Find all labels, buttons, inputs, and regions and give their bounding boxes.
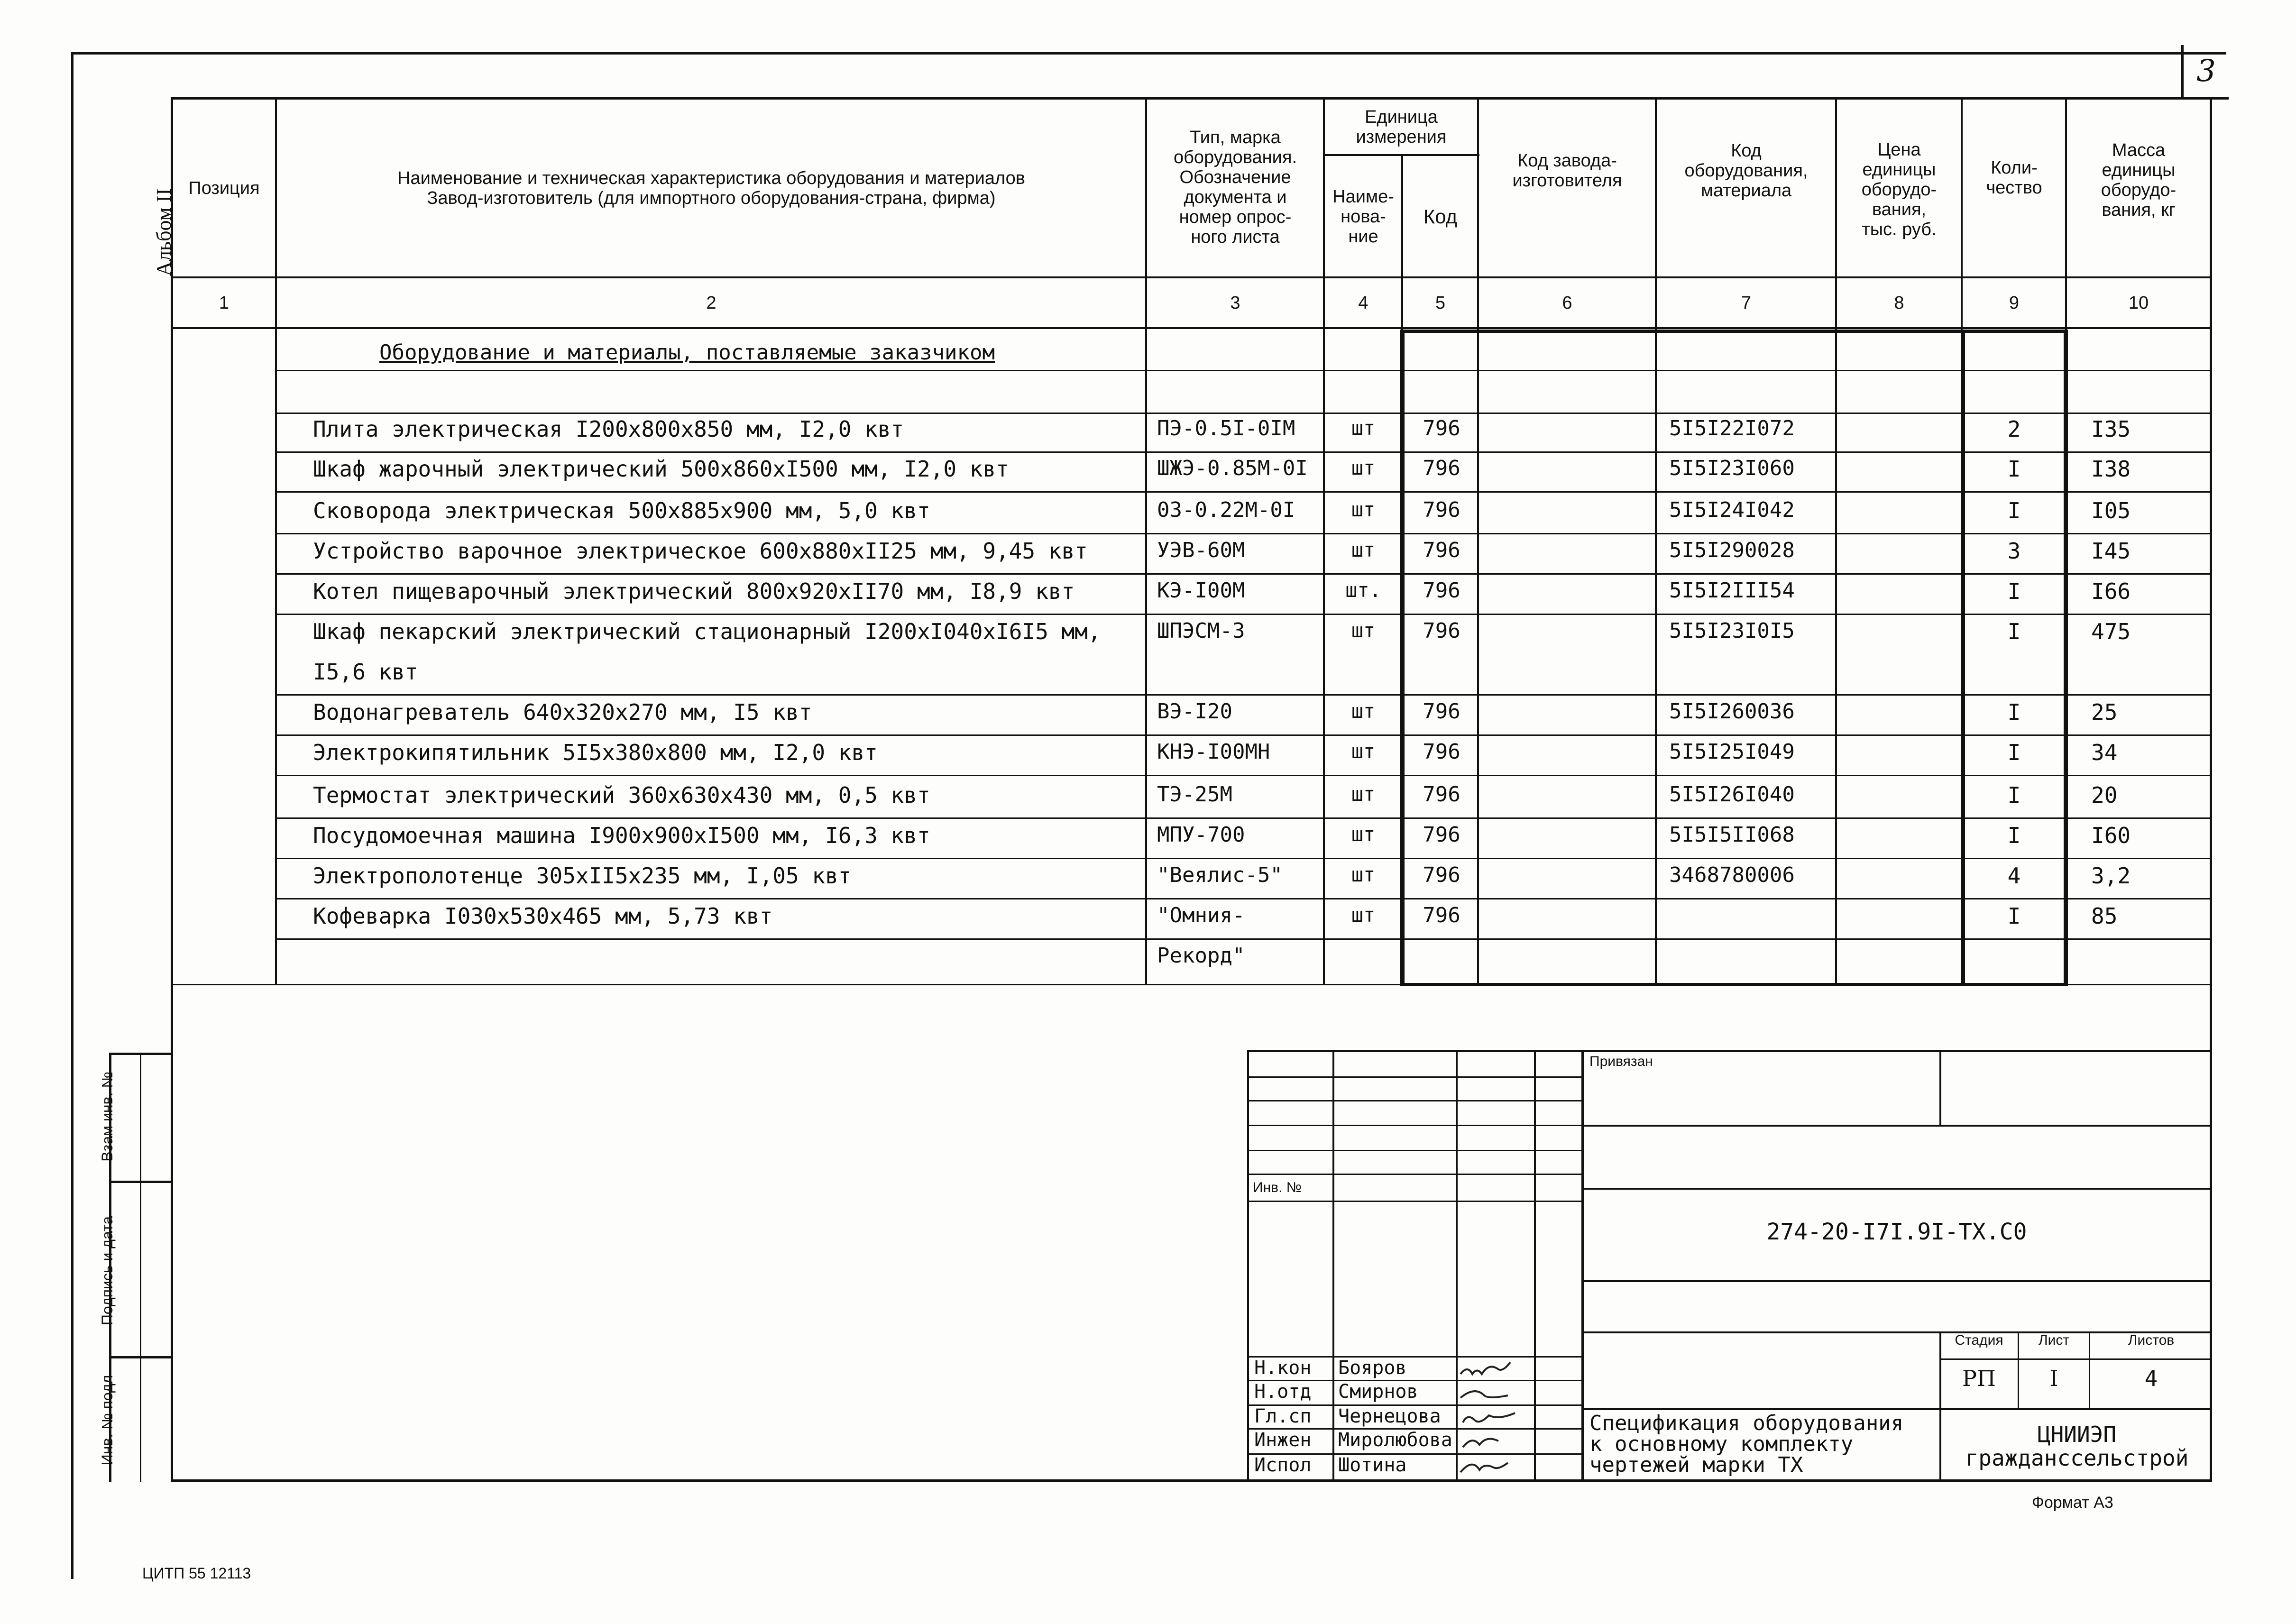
- section-title: Оборудование и материалы, поставляемые заказчиком: [379, 340, 995, 365]
- row-unit-code: 796: [1423, 578, 1460, 603]
- type-l2: оборудования.: [1173, 147, 1297, 167]
- row-mass: 85: [2091, 903, 2118, 929]
- row-unit: шт: [1351, 456, 1376, 479]
- row-unit-code: 796: [1423, 782, 1460, 807]
- type-l3: Обозначение: [1179, 167, 1291, 187]
- row-mass: 3,2: [2091, 863, 2131, 889]
- row-divider: [275, 858, 2212, 859]
- row-equip-code: 5I5I24I042: [1669, 498, 1795, 522]
- signer-role: Инжен: [1254, 1429, 1312, 1451]
- signer-name: Чернецова: [1338, 1405, 1441, 1427]
- row-unit-code: 796: [1423, 699, 1460, 724]
- col-header-factory-code: [1479, 100, 1655, 242]
- row-unit-code: 796: [1423, 903, 1460, 927]
- row-unit: шт: [1351, 823, 1376, 846]
- row-quantity: I: [2007, 782, 2021, 808]
- row-unit-code: 796: [1423, 456, 1460, 480]
- row-unit-code: 796: [1423, 740, 1460, 764]
- row-type: ШЖЭ-0.85М-0I: [1157, 456, 1308, 480]
- factory-l1: Код завода-: [1517, 151, 1617, 171]
- type-l5: номер опрос-: [1179, 207, 1292, 227]
- row-divider: [275, 898, 2212, 899]
- row-type: КЭ-I00М: [1157, 578, 1245, 603]
- stamp-inv-no: Инв. №: [1253, 1180, 1302, 1195]
- row-unit: шт: [1351, 863, 1376, 886]
- col-header-price: [1837, 119, 1961, 261]
- mass-l3: оборудо-: [2101, 180, 2177, 200]
- price-l1: Цена: [1877, 140, 1921, 160]
- signer-role: Испол: [1254, 1454, 1312, 1476]
- row-name: Плита электрическая I200x800x850 мм, I2,0 квт: [313, 416, 904, 442]
- row-name: Сковорода электрическая 500x885x900 мм, 5,0 квт: [313, 498, 930, 523]
- qty-l2: чество: [1986, 178, 2042, 198]
- row-type: ПЭ-0.5I-0IМ: [1157, 416, 1295, 440]
- equip-l3: материала: [1700, 181, 1792, 201]
- row-equip-code: 5I5I290028: [1669, 538, 1795, 562]
- col-header-name-line2: Завод-изготовитель (для импортного оборудования-страна, фирма): [427, 188, 996, 208]
- col-num-9: 9: [2009, 293, 2020, 313]
- row-name: Водонагреватель 640x320x270 мм, I5 квт: [313, 699, 812, 725]
- col-num-8: 8: [1894, 293, 1904, 313]
- price-l3: оборудо-: [1861, 180, 1937, 200]
- stamp-title-l3: чертежей марки ТХ: [1589, 1453, 1803, 1477]
- row-unit-code: 796: [1423, 498, 1460, 522]
- bottom-code: ЦИТП 55 12113: [142, 1565, 251, 1582]
- stamp-sheets-label: Листов: [2128, 1332, 2175, 1348]
- unit-name-l3: ние: [1348, 226, 1378, 247]
- col-header-quantity: [1963, 119, 2065, 237]
- row-divider: [275, 775, 2212, 776]
- stamp-sheets: 4: [2144, 1366, 2158, 1391]
- stamp-title-l1: Спецификация оборудования: [1589, 1411, 1904, 1435]
- stamp-stage: РП: [1962, 1366, 1996, 1391]
- row-unit-code: 796: [1423, 823, 1460, 847]
- row-mass: 20: [2091, 782, 2118, 808]
- row-equip-code: 5I5I23I0I5: [1669, 619, 1795, 643]
- col-header-unit-group: [1325, 100, 1477, 154]
- row-type: ШПЭСМ-3: [1157, 619, 1245, 643]
- col-num-4: 4: [1358, 293, 1368, 313]
- row-quantity: I: [2007, 903, 2021, 929]
- row-type: 03-0.22М-0I: [1157, 498, 1295, 522]
- row-name: Посудомоечная машина I900x900xI500 мм, I6,3 квт: [313, 823, 930, 848]
- row-mass: I35: [2091, 416, 2131, 442]
- col-header-type: [1148, 116, 1323, 258]
- row-quantity: I: [2007, 740, 2021, 765]
- row-unit: шт: [1351, 903, 1376, 927]
- mass-l1: Масса: [2112, 140, 2166, 160]
- row-divider: [275, 451, 2212, 453]
- unit-name-l1: Наиме-: [1332, 186, 1394, 207]
- row-divider: [275, 533, 2212, 534]
- row-divider: [275, 491, 2212, 493]
- row-name: Термостат электрический 360x630x430 мм, 0,5 квт: [313, 782, 930, 808]
- format-label: Формат А3: [2032, 1494, 2113, 1512]
- mass-l2: единицы: [2102, 160, 2176, 180]
- row-name: Электрокипятильник 5I5x380x800 мм, I2,0 квт: [313, 740, 878, 765]
- row-equip-code: 5I5I26I040: [1669, 782, 1795, 807]
- equip-l2: оборудования,: [1684, 161, 1808, 181]
- row-unit: шт: [1351, 740, 1376, 763]
- stamp-title-l2: к основному комплекту: [1589, 1432, 1854, 1456]
- row-mass: 25: [2091, 699, 2118, 725]
- row-name: I5,6 квт: [313, 659, 418, 685]
- signature-marks: [1456, 1356, 1534, 1482]
- row-quantity: I: [2007, 699, 2021, 725]
- row-equip-code: 5I5I5II068: [1669, 823, 1795, 847]
- factory-l2: изготовителя: [1512, 171, 1622, 191]
- signer-name: Миролюбова: [1338, 1429, 1452, 1451]
- row-quantity: 4: [2007, 863, 2021, 889]
- row-quantity: I: [2007, 619, 2021, 644]
- row-type: "Веялис-5": [1157, 863, 1283, 887]
- signer-name: Смирнов: [1338, 1381, 1418, 1403]
- row-equip-code: 3468780006: [1669, 863, 1795, 887]
- side-label-inv-podl: Инв. № подл: [99, 1375, 116, 1466]
- side-label-podpis-data: Подпись и дата: [99, 1216, 116, 1326]
- col-header-position: Позиция: [188, 178, 260, 198]
- row-quantity: I: [2007, 823, 2021, 848]
- row-equip-code: 5I5I23I060: [1669, 456, 1795, 480]
- col-header-unit-code: Код: [1423, 205, 1458, 228]
- col-num-1: 1: [219, 293, 230, 313]
- col-num-5: 5: [1435, 293, 1446, 313]
- row-divider: [275, 938, 2212, 940]
- row-quantity: I: [2007, 456, 2021, 482]
- qty-l1: Коли-: [1991, 158, 2038, 178]
- row-unit: шт.: [1345, 578, 1381, 602]
- type-l1: Тип, марка: [1190, 128, 1281, 147]
- row-quantity: 2: [2007, 416, 2021, 442]
- row-type: ВЭ-I20: [1157, 699, 1232, 724]
- row-unit: шт: [1351, 498, 1376, 521]
- side-label-vzam-inv: Взам инв. №: [99, 1072, 116, 1162]
- row-unit-code: 796: [1423, 863, 1460, 887]
- price-l2: единицы: [1862, 160, 1936, 180]
- row-unit: шт: [1351, 782, 1376, 806]
- row-quantity: I: [2007, 578, 2021, 604]
- stamp-org-l2: гражданссельстрой: [1965, 1445, 2189, 1471]
- row-mass: 34: [2091, 740, 2118, 765]
- row-mass: 475: [2091, 619, 2131, 644]
- row-type: ТЭ-25М: [1157, 782, 1232, 807]
- signer-role: Н.отд: [1254, 1381, 1312, 1403]
- row-mass: I60: [2091, 823, 2131, 848]
- col-num-3: 3: [1230, 293, 1240, 313]
- signer-role: Н.кон: [1254, 1357, 1312, 1379]
- row-unit: шт: [1351, 416, 1376, 440]
- row-equip-code: 5I5I2III54: [1669, 578, 1795, 603]
- row-name: Кофеварка I030x530x465 мм, 5,73 квт: [313, 903, 773, 929]
- row-divider: [275, 734, 2212, 736]
- sheet-number: 3: [2181, 45, 2229, 100]
- signer-role: Гл.сп: [1254, 1405, 1312, 1427]
- col-header-name-line1: Наименование и техническая характеристика оборудования и материалов: [397, 168, 1025, 188]
- row-unit: шт: [1351, 619, 1376, 642]
- row-unit: шт: [1351, 699, 1376, 723]
- row-name: Электрополотенце 305xII5x235 мм, I,05 квт: [313, 863, 852, 889]
- row-type: КНЭ-I00МН: [1157, 740, 1270, 764]
- col-num-7: 7: [1741, 293, 1752, 313]
- row-mass: I66: [2091, 578, 2131, 604]
- type-l4: документа и: [1184, 187, 1287, 207]
- row-equip-code: 5I5I22I072: [1669, 416, 1795, 440]
- col-header-equip-code: [1657, 100, 1835, 242]
- row-divider: [275, 694, 2212, 696]
- stamp-stage-label: Стадия: [1955, 1332, 2003, 1348]
- row-name: Шкаф пекарский электрический стационарный I200xI040xI6I5 мм,: [313, 619, 1101, 644]
- row-type: Рекорд": [1157, 944, 1245, 968]
- row-name: Устройство варочное электрическое 600x880xII25 мм, 9,45 квт: [313, 538, 1088, 564]
- stamp-org: [1942, 1422, 2212, 1470]
- col-num-10: 10: [2128, 293, 2149, 313]
- row-mass: I45: [2091, 538, 2131, 564]
- unit-group-l2: измерения: [1356, 127, 1447, 147]
- album-label: Альбом II: [152, 188, 175, 276]
- col-header-unit-name: [1325, 156, 1401, 276]
- row-mass: I38: [2091, 456, 2131, 482]
- row-divider: [275, 573, 2212, 575]
- mass-l4: вания, кг: [2102, 200, 2176, 220]
- row-unit-code: 796: [1423, 538, 1460, 562]
- col-header-mass: [2067, 109, 2210, 251]
- stamp-title: [1589, 1413, 1903, 1476]
- row-unit-code: 796: [1423, 416, 1460, 440]
- row-unit: шт: [1351, 538, 1376, 561]
- stamp-sheet-label: Лист: [2038, 1332, 2070, 1348]
- col-num-6: 6: [1562, 293, 1572, 313]
- row-type: МПУ-700: [1157, 823, 1245, 847]
- unit-group-l1: Единица: [1365, 107, 1438, 127]
- type-l6: ного листа: [1191, 227, 1280, 247]
- stamp-org-l1: ЦНИИЭП: [2037, 1422, 2117, 1447]
- equip-l1: Код: [1731, 141, 1762, 161]
- row-quantity: I: [2007, 498, 2021, 523]
- signer-name: Бояров: [1338, 1357, 1407, 1379]
- row-type: "Омния-: [1157, 903, 1245, 927]
- price-l5: тыс. руб.: [1862, 220, 1937, 239]
- row-equip-code: 5I5I25I049: [1669, 740, 1795, 764]
- col-num-2: 2: [706, 293, 716, 313]
- row-equip-code: 5I5I260036: [1669, 699, 1795, 724]
- stamp-privyazan: Привязан: [1589, 1054, 1653, 1069]
- stamp-sheet: I: [2049, 1366, 2058, 1391]
- unit-name-l2: нова-: [1341, 206, 1386, 227]
- row-divider: [275, 614, 2212, 615]
- row-name: Котел пищеварочный электрический 800x920xII70 мм, I8,9 квт: [313, 578, 1075, 604]
- row-unit-code: 796: [1423, 619, 1460, 643]
- row-name: Шкаф жарочный электрический 500x860xI500 мм, I2,0 квт: [313, 456, 1009, 482]
- row-quantity: 3: [2007, 538, 2021, 564]
- signer-name: Шотина: [1338, 1454, 1407, 1476]
- row-mass: I05: [2091, 498, 2131, 523]
- col-header-name: [277, 100, 1145, 276]
- row-type: УЭВ-60М: [1157, 538, 1245, 562]
- price-l4: вания,: [1872, 200, 1927, 220]
- stamp-doc-code: 274-20-I7I.9I-ТХ.С0: [1766, 1219, 2027, 1245]
- row-divider: [275, 817, 2212, 819]
